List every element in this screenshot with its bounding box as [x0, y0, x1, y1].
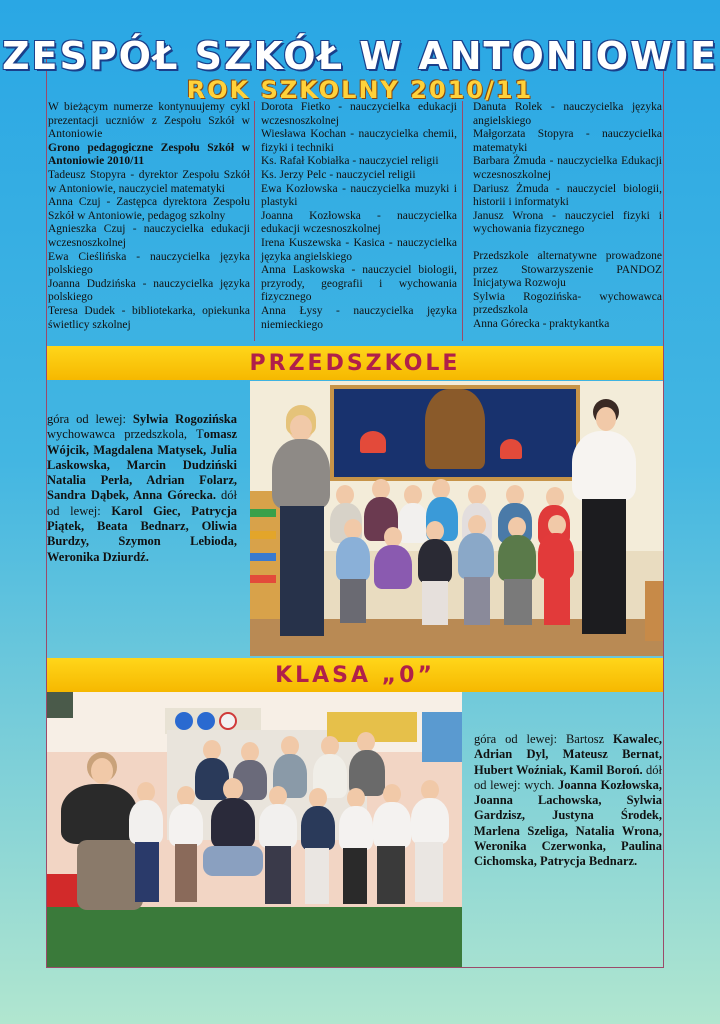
staff-entry: Ks. Jerzy Pelc - nauczyciel religii — [261, 168, 416, 181]
staff-entry: Dariusz Żmuda - nauczyciel biologii, historii i informatyki — [473, 182, 662, 209]
staff-entry: Joanna Kozłowska - nauczycielka edukacji wczesnoszkolnej — [261, 209, 457, 236]
caption-part: Joanna Kozłowska, Joanna Lachowska, Sylwia Gardzisz, Justyna Środek, Marlena Szeliga, Natalia Wrona, Weronika Czerwonka, Paulina Cichomska, Patrycja Bednarz. — [474, 777, 662, 869]
caption-part: góra od lewej: Bartosz — [474, 732, 614, 746]
caption-part: Sylwia Rogozińska — [132, 412, 237, 426]
divider-1 — [254, 101, 255, 341]
staff-column-3 — [473, 101, 662, 332]
staff-entry: Barbara Żmuda - nauczycielka Edukacji wczesnoszkolnej — [473, 155, 662, 181]
staff-entry: Anna Czuj - Zastępca dyrektora Zespołu Szkół w Antoniowie, pedagog szkolny — [48, 196, 250, 222]
staff-column-2 — [261, 101, 457, 332]
caption-part: Karol Giec, Patrycja Piątek, Beata Bednarz, Oliwia Burdzy, Szymon Lebioda, Weronika Dziurdź. — [47, 503, 237, 564]
page-subtitle: ROK SZKOLNY 2010/11 — [186, 76, 534, 104]
staff-entry: Przedszkole alternatywne prowadzone przez Stowarzyszenie PANDOZ Inicjatywa Rozwoju — [473, 249, 662, 290]
caption-part: omasz Wójcik, Magdalena Matysek, Julia Laskowska, Marcin Dudziński Natalia Perła, Adrian Folarz, Sandra Dąbek, Anna Górecka. — [47, 427, 237, 503]
staff-entry: Dorota Fietko - nauczycielka edukacji wczesnoszkolnej — [261, 101, 457, 127]
staff-entry: Ewa Cieślińska - nauczycielka języka polskiego — [48, 250, 250, 277]
caption-part: dół od lewej: — [47, 488, 238, 518]
caption-part: góra od lewej: — [47, 412, 133, 426]
staff-column-1 — [48, 101, 250, 332]
staff-entry: Ks. Rafał Kobiałka - nauczyciel religii — [261, 155, 439, 168]
przedszkole-photo — [250, 381, 663, 656]
caption-part: dół od lewej: wych. — [474, 762, 662, 792]
staff-entry: Małgorzata Stopyra - nauczycielka matematyki — [473, 128, 662, 154]
frame-right — [663, 44, 664, 968]
staff-entry: Agnieszka Czuj - nauczycielka edukacji wczesnoszkolnej — [48, 223, 250, 249]
divider-2 — [462, 101, 463, 341]
staff-entry: Irena Kuszewska - Kasica - nauczycielka języka angielskiego — [261, 236, 457, 263]
staff-entry: Anna Łysy - nauczycielka języka niemieckiego — [261, 304, 457, 331]
staff-entry: W bieżącym numerze kontynuujemy cykl prezentacji uczniów z Zespołu Szkół w Antoniowie — [48, 101, 250, 141]
staff-entry: Sylwia Rogozińska- wychowawca przedszkola — [473, 290, 662, 317]
page-title: ZESPÓŁ SZKÓŁ W ANTONIOWIE — [1, 34, 719, 78]
klasa-banner: KLASA „0” — [47, 658, 663, 692]
staff-entry: Ewa Kozłowska - nauczycielka muzyki i plastyki — [261, 182, 457, 209]
staff-entry: Tadeusz Stopyra - dyrektor Zespołu Szkół w Antoniowie, nauczyciel matematyki — [48, 168, 250, 195]
przedszkole-caption — [47, 412, 237, 565]
staff-entry: Grono pedagogiczne Zespołu Szkół w Antoniowie 2010/11 — [48, 141, 250, 168]
klasa-photo — [47, 692, 462, 967]
staff-entry: Wiesława Kochan - nauczycielka chemii, fizyki i techniki — [261, 128, 457, 154]
staff-entry: Joanna Dudzińska - nauczycielka języka polskiego — [48, 277, 250, 304]
staff-entry: Teresa Dudek - bibliotekarka, opiekunka świetlicy szkolnej — [48, 304, 250, 331]
staff-entry: Janusz Wrona - nauczyciel fizyki i wychowania fizycznego — [473, 209, 662, 236]
staff-entry: Anna Laskowska - nauczyciel biologii, przyrody, geografii i wychowania fizycznego — [261, 264, 457, 304]
przedszkole-banner: PRZEDSZKOLE — [47, 346, 663, 380]
staff-entry: Anna Górecka - praktykantka — [473, 317, 610, 330]
klasa-caption — [474, 732, 662, 870]
caption-part: Kawalec, Adrian Dyl, Mateusz Bernat, Hubert Woźniak, Kamil Boroń. — [474, 732, 662, 777]
staff-entry: Danuta Rolek - nauczycielka języka angielskiego — [473, 101, 662, 127]
caption-part: wychowawca przedszkola, T — [47, 427, 204, 442]
frame-bottom — [46, 967, 664, 968]
